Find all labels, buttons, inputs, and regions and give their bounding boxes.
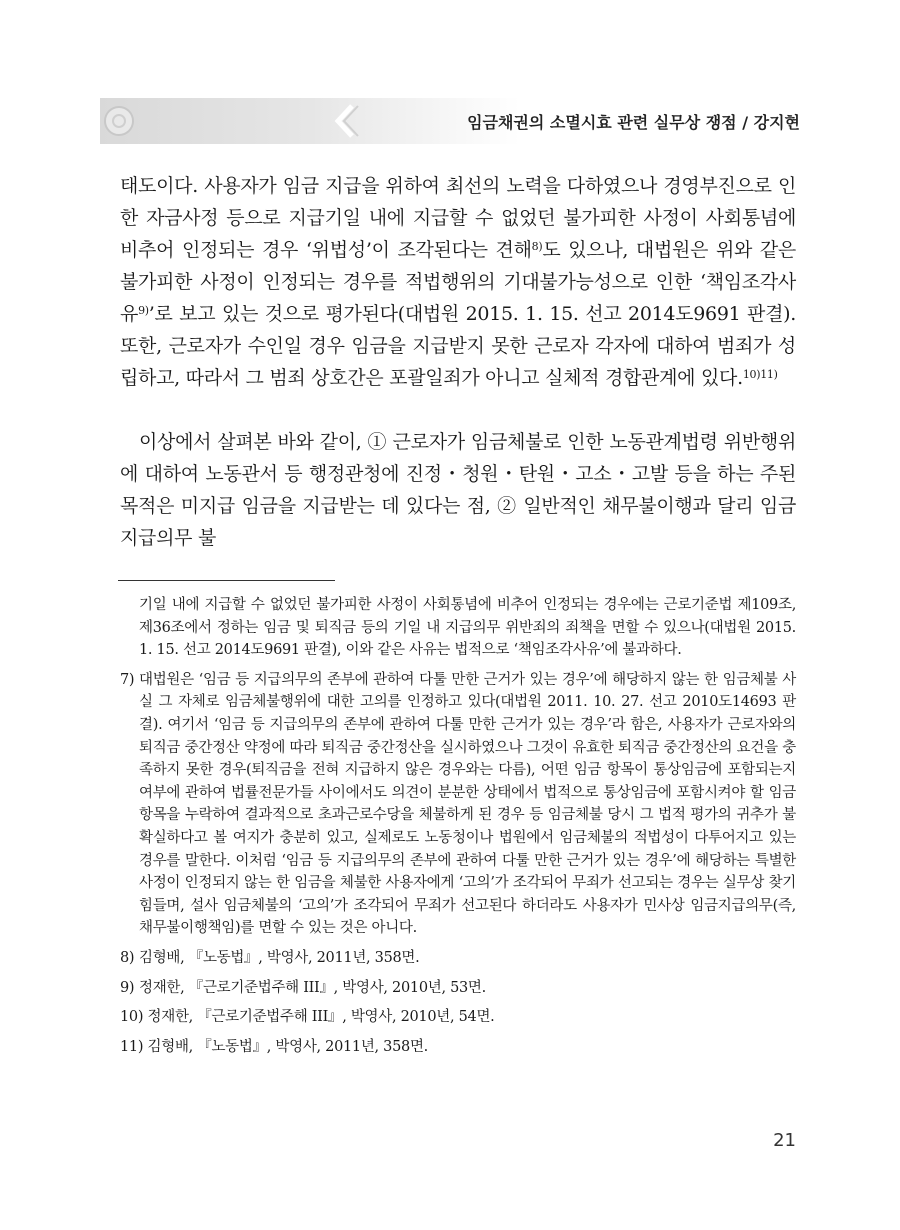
body-paragraph [120, 426, 796, 554]
footnote-ref: 10)11) [742, 368, 778, 381]
paragraph-text: 도 있으나, 대법원은 위와 같은 불가피한 사정이 인정되는 경우를 적법행위의 기대불가능성으로 인한 ‘책임조각사유 [120, 239, 796, 325]
footnote-ref: 9) [138, 304, 149, 317]
footnote-9 [120, 977, 796, 1000]
footnote-number: 8) [120, 949, 135, 966]
footnote-continuation: 기일 내에 지급할 수 없었던 불가피한 사정이 사회통념에 비추어 인정되는 경우에는 근로기준법 제109조, 제36조에서 정하는 임금 및 퇴직금 등의 기일 내 지급의무 위반죄의 죄책을 면할 수 있으나(대법원 2015. 1. 15. 선고 2014도9691 판결), 이와 같은 사유는 법적으로 ‘책임조각사유’에 불과하다. [139, 597, 796, 659]
page-number: 21 [773, 1130, 796, 1151]
footnote-number: 9) [120, 979, 135, 996]
footnote-divider [118, 580, 335, 581]
footnote-7 [120, 669, 796, 940]
paragraph-text: ’로 보고 있는 것으로 평가된다(대법원 2015. 1. 15. 선고 2014도9691 판결). 또한, 근로자가 수인일 경우 임금을 지급받지 못한 근로자 각자에 대하여 범죄가 성립하고, 따라서 그 범죄 상호간은 포괄일죄가 아니고 실체적 경합관계에 있다. [120, 303, 796, 389]
journal-seal-icon [104, 106, 134, 136]
footnote-number: 7) [120, 671, 135, 688]
footnote-number: 11) [120, 1038, 144, 1055]
body-text [120, 170, 796, 554]
footnote-text: 김형배, 『노동법』, 박영사, 2011년, 358면. [147, 1038, 428, 1055]
footnote-text: 정재한, 『근로기준법주해 III』, 박영사, 2010년, 53면. [139, 979, 486, 996]
footnote-number: 10) [120, 1009, 144, 1026]
footnote-11 [120, 1036, 796, 1059]
footnote-text: 김형배, 『노동법』, 박영사, 2011년, 358면. [139, 949, 420, 966]
footnotes [120, 594, 796, 1058]
footnote-10 [120, 1006, 796, 1029]
footnote-text: 정재한, 『근로기준법주해 III』, 박영사, 2010년, 54면. [147, 1009, 495, 1026]
body-paragraph [120, 170, 796, 394]
footnote-8 [120, 947, 796, 970]
paragraph-text: 태도이다. 사용자가 임금 지급을 위하여 최선의 노력을 다하였으나 경영부진으로 인한 자금사정 등으로 지급기일 내에 지급할 수 없었던 불가피한 사정이 사회통념에 비추어 인정되는 경우 ‘위법성’이 조각된다는 견해 [120, 175, 796, 261]
footnote-text: 대법원은 ‘임금 등 지급의무의 존부에 관하여 다툴 만한 근거가 있는 경우’에 해당하지 않는 한 임금체불 사실 그 자체로 임금체불행위에 대한 고의를 인정하고 있다(대법원 2011. 10. 27. 선고 2010도14693 판결). 여기서 ‘임금 등 지급의무의 존부에 관하여 다툴 만한 근거가 있는 경우’라 함은, 사용자가 근로자와의 퇴직금 중간정산 약정에 따라 퇴직금 중간정산을 실시하였으나 그것이 유효한 퇴직금 중간정산의 요건을 충족하지 못한 경우(퇴직금을 전혀 지급하지 않은 경우와는 다름), 어떤 임금 항목이 통상임금에 포함되는지 여부에 관하여 법률전문가들 사이에서도 의견이 분분한 상태에서 법적으로 통상임금에 포함시켜야 할 임금 항목을 누락하여 결과적으로 초과근로수당을 체불하게 된 경우 등 임금체불 당시 그 법적 평가의 귀추가 불확실하다고 볼 여지가 충분히 있고, 실제로도 노동청이나 법원에서 임금체불의 적법성이 다투어지고 있는 경우를 말한다. 이처럼 ‘임금 등 지급의무의 존부에 관하여 다툴 만한 근거가 있는 경우’에 해당하는 특별한 사정이 인정되지 않는 한 임금을 체불한 사용자에게 ‘고의’가 조각되어 무죄가 선고되는 경우는 실무상 찾기 힘들며, 설사 임금체불의 ‘고의’가 조각되어 무죄가 선고된다 하더라도 사용자가 민사상 임금지급의무(즉, 채무불이행책임)를 면할 수 있는 것은 아니다. [139, 671, 796, 937]
running-head-title: 임금채권의 소멸시효 관련 실무상 쟁점 / 강지현 [467, 113, 800, 132]
chevron-left-icon [330, 104, 360, 138]
paragraph-text: 이상에서 살펴본 바와 같이, ① 근로자가 임금체불로 인한 노동관계법령 위반행위에 대하여 노동관서 등 행정관청에 진정・청원・탄원・고소・고발 등을 하는 주된 목적은 미지급 임금을 지급받는 데 있다는 점, ② 일반적인 채무불이행과 달리 임금지급의무 불 [120, 431, 796, 549]
footnote-ref: 8) [531, 240, 543, 253]
